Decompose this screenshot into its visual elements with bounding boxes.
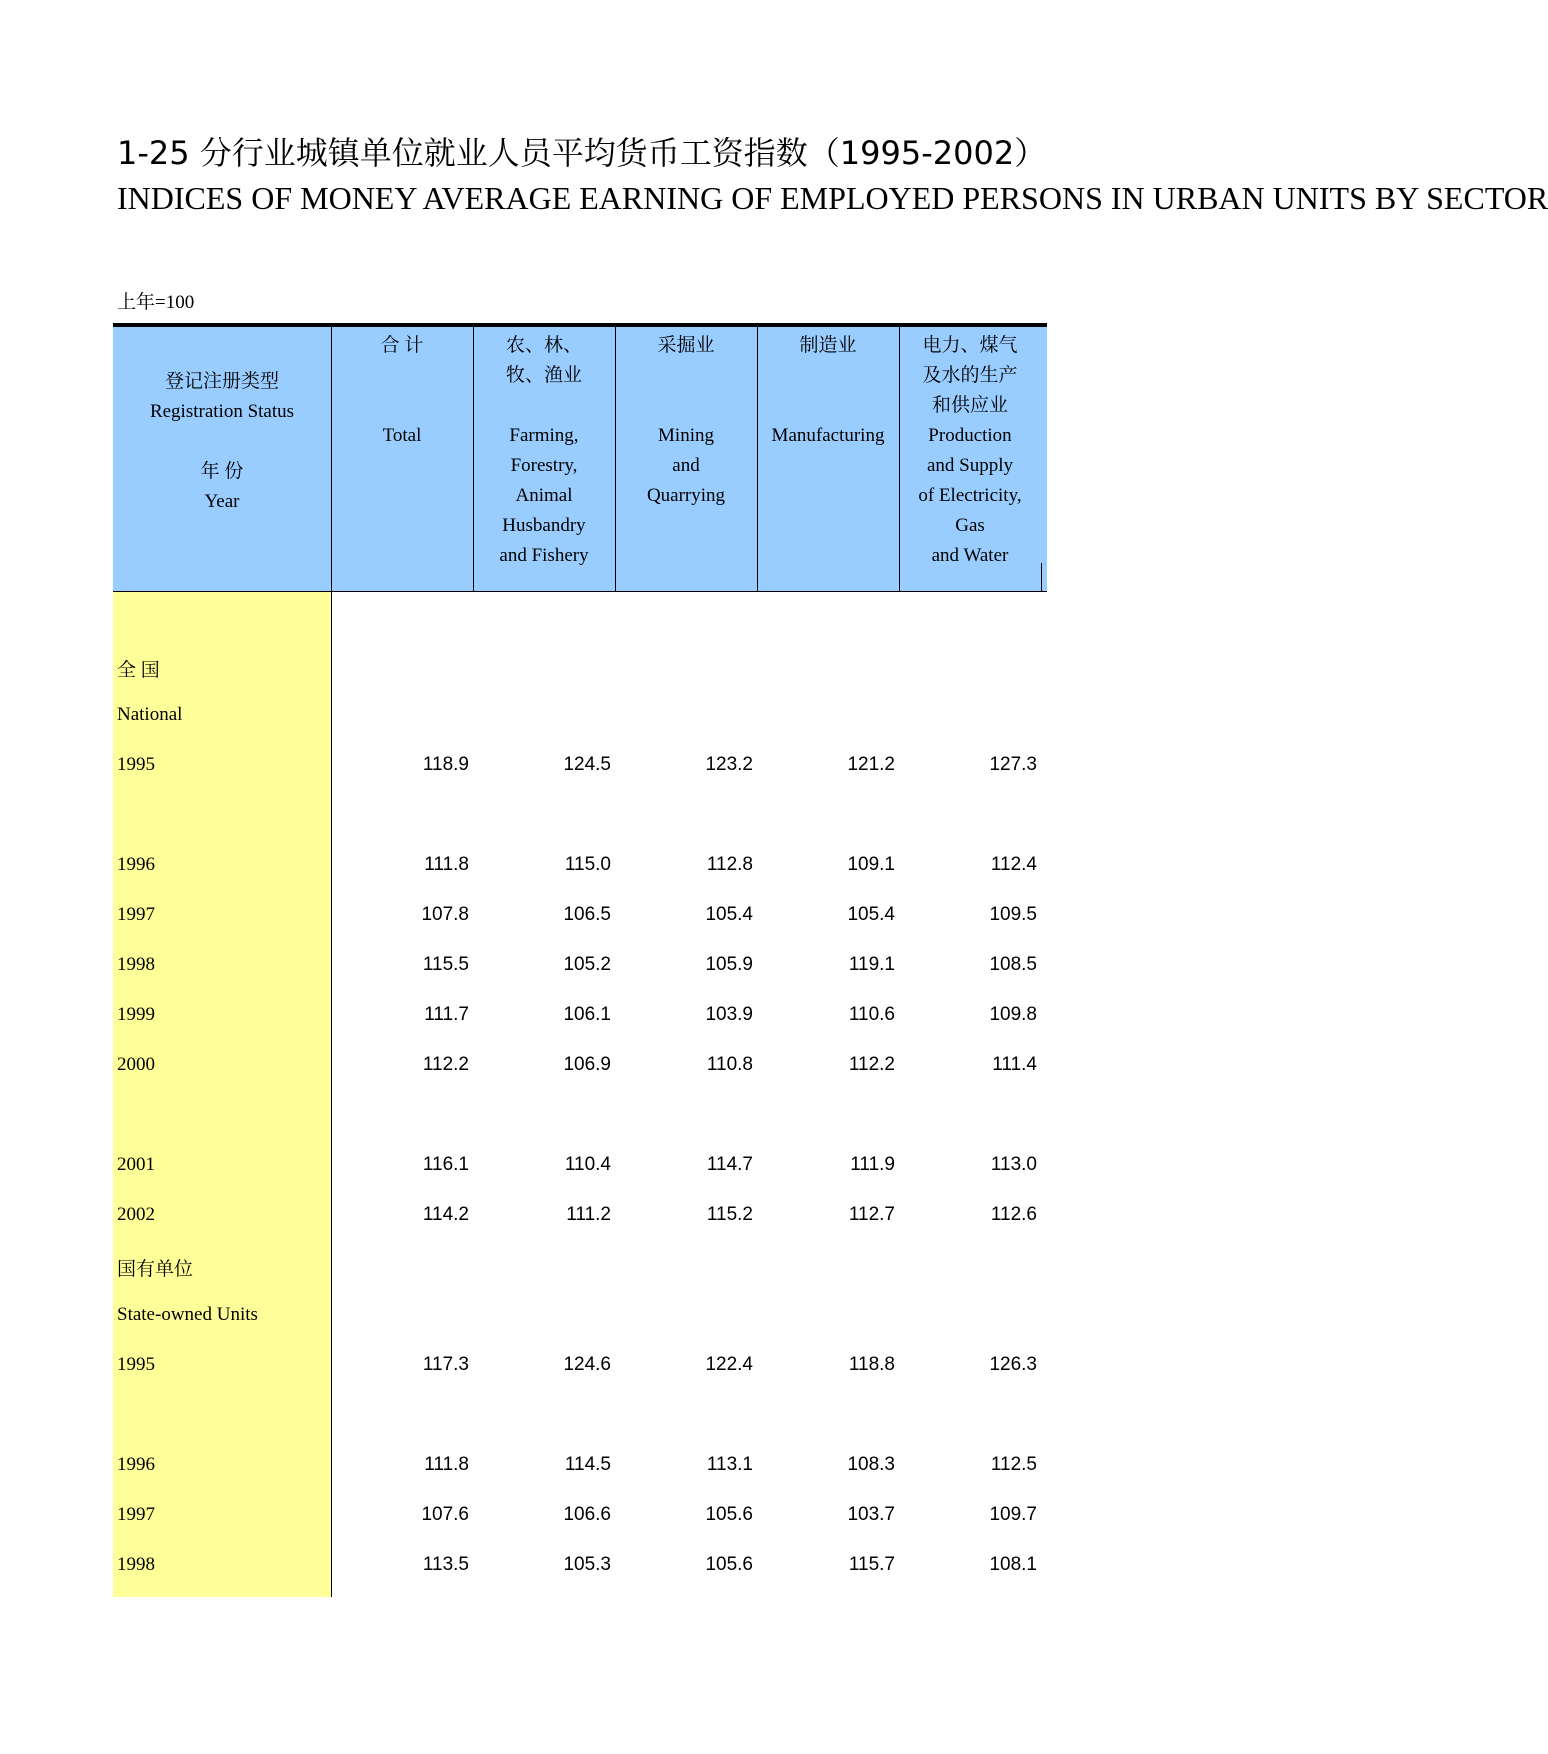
header-utilities	[899, 327, 1041, 591]
row-label: 国有单位	[117, 1259, 194, 1280]
table-cell-value: 115.7	[848, 1554, 895, 1575]
table-cell-value: 110.8	[706, 1054, 753, 1075]
header-column-divider	[473, 327, 474, 592]
header-total	[331, 327, 473, 591]
table-cell-value: 118.9	[422, 754, 469, 775]
row-label-column-border	[331, 592, 332, 1597]
table-cell-value: 106.6	[563, 1504, 611, 1525]
table-cell-value: 114.2	[422, 1204, 469, 1225]
header-text-line	[615, 391, 757, 421]
table-cell-value: 121.2	[847, 754, 895, 775]
table-cell-value: 119.1	[848, 954, 895, 975]
table-cell-value: 112.8	[706, 854, 753, 875]
table-cell-value: 111.8	[424, 854, 469, 875]
header-column-divider	[757, 327, 758, 592]
header-right-edge	[1041, 563, 1042, 591]
table-cell-value: 118.8	[848, 1354, 895, 1375]
table-cell-value: 114.5	[564, 1454, 611, 1475]
header-text-line: Production	[928, 425, 1012, 446]
table-cell-value: 108.1	[989, 1554, 1037, 1575]
table-cell-value: 115.0	[564, 854, 611, 875]
header-text-line	[757, 391, 899, 421]
table-cell-value: 111.9	[850, 1154, 895, 1175]
table-cell-value: 106.5	[563, 904, 611, 925]
table-cell-value: 105.2	[563, 954, 611, 975]
table-cell-value: 108.5	[989, 954, 1037, 975]
header-text-line: Farming,	[509, 425, 579, 446]
table-cell-value: 106.1	[563, 1004, 611, 1025]
header-column-divider	[331, 327, 332, 592]
header-text-line: of Electricity,	[918, 485, 1022, 506]
row-label: 1997	[117, 1504, 155, 1525]
row-label: 1995	[117, 1354, 155, 1375]
header-text-line: Animal	[515, 485, 573, 506]
row-label: State-owned Units	[117, 1304, 258, 1325]
header-text-line: 合 计	[380, 335, 424, 356]
table-cell-value: 110.6	[848, 1004, 895, 1025]
table-cell-value: 105.3	[563, 1554, 611, 1575]
page-title-english: INDICES OF MONEY AVERAGE EARNING OF EMPLOYED PERSONS IN URBAN UNITS BY SECTOR	[117, 180, 1548, 216]
table-cell-value: 105.4	[705, 904, 753, 925]
header-text-line: Gas	[955, 515, 985, 536]
row-label: 1995	[117, 754, 155, 775]
header-column-divider	[615, 327, 616, 592]
table-cell-value: 111.2	[566, 1204, 611, 1225]
header-text-line: 和供应业	[931, 395, 1008, 416]
header-text-line: Forestry,	[510, 455, 578, 476]
table-cell-value: 126.3	[989, 1354, 1037, 1375]
row-label: 全 国	[117, 660, 160, 681]
table-cell-value: 114.7	[706, 1154, 753, 1175]
header-text-line: 制造业	[799, 335, 857, 356]
header-text-line: Husbandry	[502, 515, 586, 536]
table-cell-value: 124.5	[563, 754, 611, 775]
table-cell-value: 112.5	[990, 1454, 1037, 1475]
header-text-line: Mining	[658, 425, 714, 446]
table-cell-value: 111.4	[992, 1054, 1037, 1075]
header-text-line	[615, 361, 757, 391]
header-text-line	[473, 391, 615, 421]
table-cell-value: 113.5	[422, 1554, 469, 1575]
header-farming	[473, 327, 615, 591]
header-mining	[615, 327, 757, 591]
row-label: 1999	[117, 1004, 155, 1025]
header-column-divider	[899, 327, 900, 592]
header-text-line: 农、林、	[505, 335, 582, 356]
table-cell-value: 105.6	[705, 1504, 753, 1525]
table-cell-value: 106.9	[563, 1054, 611, 1075]
row-label: 1998	[117, 954, 155, 975]
table-cell-value: 112.7	[848, 1204, 895, 1225]
header-text-line: 牧、渔业	[505, 365, 582, 386]
header-text-line: 电力、煤气	[922, 335, 1018, 356]
row-label: 2002	[117, 1204, 155, 1225]
header-text-line: 及水的生产	[922, 365, 1018, 386]
header-text-line: and	[672, 455, 700, 476]
table-cell-value: 117.3	[422, 1354, 469, 1375]
table-cell-value: 124.6	[563, 1354, 611, 1375]
table-cell-value: 109.7	[989, 1504, 1037, 1525]
table-cell-value: 105.4	[847, 904, 895, 925]
header-text-line	[757, 361, 899, 391]
row-label: 1996	[117, 1454, 155, 1475]
table-cell-value: 115.5	[422, 954, 469, 975]
header-manufacturing	[757, 327, 899, 591]
table-cell-value: 122.4	[705, 1354, 753, 1375]
header-text-line: Manufacturing	[771, 425, 885, 446]
table-cell-value: 112.6	[990, 1204, 1037, 1225]
table-cell-value: 111.7	[424, 1004, 469, 1025]
table-cell-value: 111.8	[424, 1454, 469, 1475]
header-text-line: Registration Status	[149, 401, 295, 422]
row-label: 2001	[117, 1154, 155, 1175]
header-text-line: and Fishery	[499, 545, 589, 566]
header-text-line: 登记注册类型	[164, 371, 279, 392]
table-cell-value: 123.2	[705, 754, 753, 775]
header-text-line: Year	[204, 491, 240, 512]
header-text-line: Total	[382, 425, 422, 446]
table-cell-value: 109.8	[989, 1004, 1037, 1025]
table-cell-value: 112.4	[990, 854, 1037, 875]
table-cell-value: 109.5	[989, 904, 1037, 925]
header-text-line: and Supply	[926, 455, 1014, 476]
table-cell-value: 105.9	[705, 954, 753, 975]
row-label: National	[117, 704, 183, 725]
table-cell-value: 116.1	[422, 1154, 469, 1175]
header-text-line	[331, 361, 473, 391]
header-text-line: Quarrying	[646, 485, 726, 506]
table-cell-value: 113.1	[706, 1454, 753, 1475]
table-cell-value: 115.2	[706, 1204, 753, 1225]
page-title-chinese: 1-25 分行业城镇单位就业人员平均货币工资指数（1995-2002）	[117, 134, 1047, 172]
row-label: 1998	[117, 1554, 155, 1575]
table-cell-value: 113.0	[990, 1154, 1037, 1175]
header-text-line	[331, 391, 473, 421]
row-label: 1997	[117, 904, 155, 925]
header-text-line: 采掘业	[657, 335, 715, 356]
table-cell-value: 109.1	[847, 854, 895, 875]
table-cell-value: 112.2	[848, 1054, 895, 1075]
header-text-line: 年 份	[200, 461, 244, 482]
row-label: 2000	[117, 1054, 155, 1075]
unit-note: 上年=100	[117, 292, 195, 313]
table-cell-value: 108.3	[847, 1454, 895, 1475]
table-cell-value: 110.4	[564, 1154, 611, 1175]
table-cell-value: 107.6	[421, 1504, 469, 1525]
table-cell-value: 107.8	[421, 904, 469, 925]
row-label: 1996	[117, 854, 155, 875]
table-cell-value: 127.3	[989, 754, 1037, 775]
header-registration-year	[113, 327, 331, 591]
header-text-line	[113, 427, 331, 457]
header-text-line: and Water	[931, 545, 1009, 566]
table-cell-value: 103.9	[705, 1004, 753, 1025]
table-cell-value: 112.2	[422, 1054, 469, 1075]
table-cell-value: 105.6	[705, 1554, 753, 1575]
table-cell-value: 103.7	[847, 1504, 895, 1525]
row-label-column	[113, 592, 331, 1597]
